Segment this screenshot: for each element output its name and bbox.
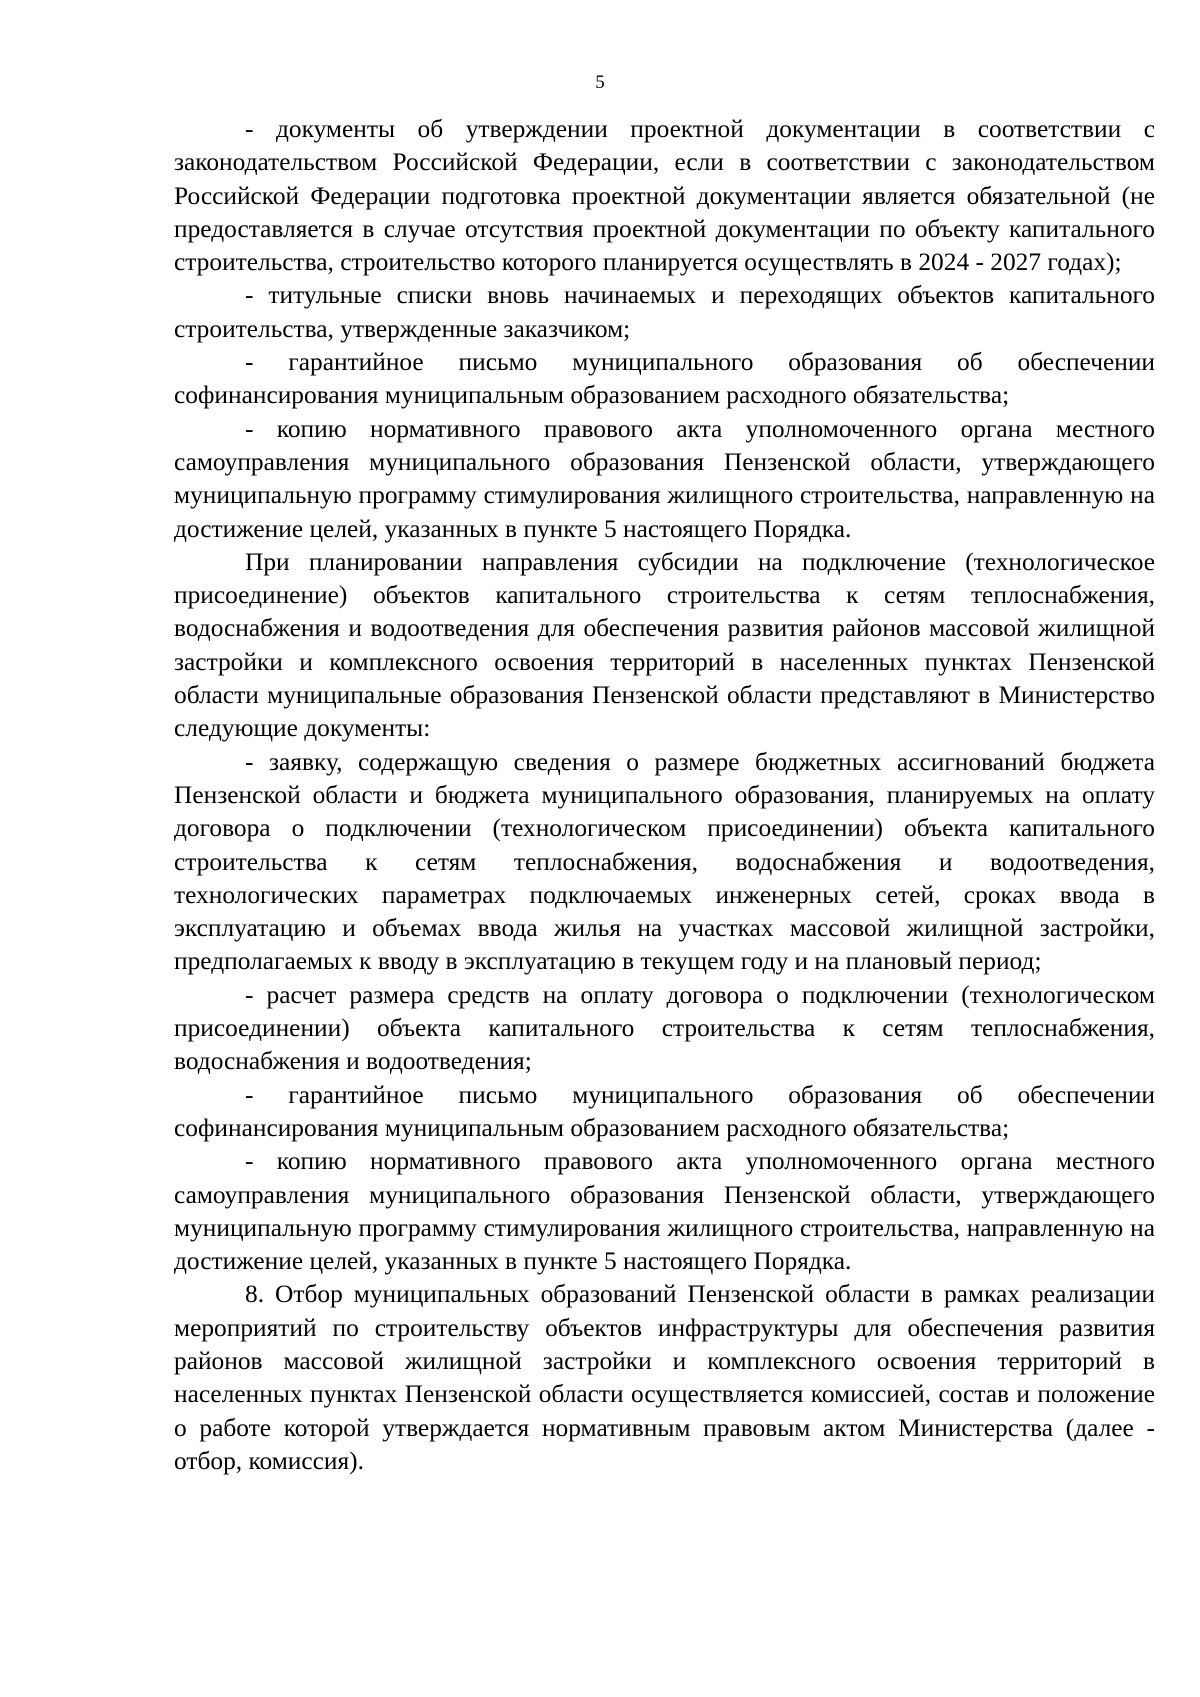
- paragraph-cost-calculation: - расчет размера средств на оплату договора о подключении (технологическом присоединении) объекта капитального строительства к сетям теплоснабжения, водоснабжения и водоотведения;: [174, 980, 1155, 1076]
- paragraph-legal-act-copy-2: - копию нормативного правового акта уполномоченного органа местного самоуправления муниципального образования Пензенской области, утверждающего муниципальную программу стимулирования жилищного строительства, направленную на достижение целей, указанных в пункте 5 настоящего Порядка.: [174, 1147, 1155, 1276]
- document-body: [174, 113, 1155, 1478]
- paragraph-title-lists: - титульные списки вновь начинаемых и переходящих объектов капитального строительства, утвержденные заказчиком;: [174, 281, 1155, 343]
- paragraph-application: - заявку, содержащую сведения о размере бюджетных ассигнований бюджета Пензенской области и бюджета муниципального образования, планируемых на оплату договора о подключении (технологическом присоединении) объекта капитального строительства к сетям теплоснабжения, водоснабжения и водоотведения, технологических параметрах подключаемых инженерных сетей, сроках ввода в эксплуатацию и объемах ввода жилья на участках массовой жилищной застройки, предполагаемых к вводу в эксплуатацию в текущем году и на плановый период;: [174, 747, 1155, 976]
- paragraph-legal-act-copy: - копию нормативного правового акта уполномоченного органа местного самоуправления муниципального образования Пензенской области, утверждающего муниципальную программу стимулирования жилищного строительства, направленную на достижение целей, указанных в пункте 5 настоящего Порядка.: [174, 414, 1155, 543]
- paragraph-guarantee-letter-2: - гарантийное письмо муниципального образования об обеспечении софинансирования муниципальным образованием расходного обязательства;: [174, 1080, 1155, 1142]
- paragraph-selection-commission: 8. Отбор муниципальных образований Пензенской области в рамках реализации мероприятий по строительству объектов инфраструктуры для обеспечения развития районов массовой жилищной застройки и комплексного освоения территорий в населенных пунктах Пензенской области осуществляется комиссией, состав и положение о работе которой утверждается нормативным правовым актом Министерства (далее - отбор, комиссия).: [174, 1280, 1155, 1475]
- paragraph-connection-planning: При планировании направления субсидии на подключение (технологическое присоединение) объектов капитального строительства к сетям теплоснабжения, водоснабжения и водоотведения для обеспечения развития районов массовой жилищной застройки и комплексного освоения территорий в населенных пунктах Пензенской области муниципальные образования Пензенской области представляют в Министерство следующие документы:: [174, 547, 1155, 743]
- paragraph-project-documents: - документы об утверждении проектной документации в соответствии с законодательством Российской Федерации, если в соответствии с законодательством Российской Федерации подготовка проектной документации является обязательной (не предоставляется в случае отсутствия проектной документации по объекту капитального строительства, строительство которого планируется осуществлять в 2024 - 2027 годах);: [174, 115, 1155, 277]
- page-number: 5: [595, 72, 605, 93]
- paragraph-guarantee-letter: - гарантийное письмо муниципального образования об обеспечении софинансирования муниципальным образованием расходного обязательства;: [174, 348, 1155, 410]
